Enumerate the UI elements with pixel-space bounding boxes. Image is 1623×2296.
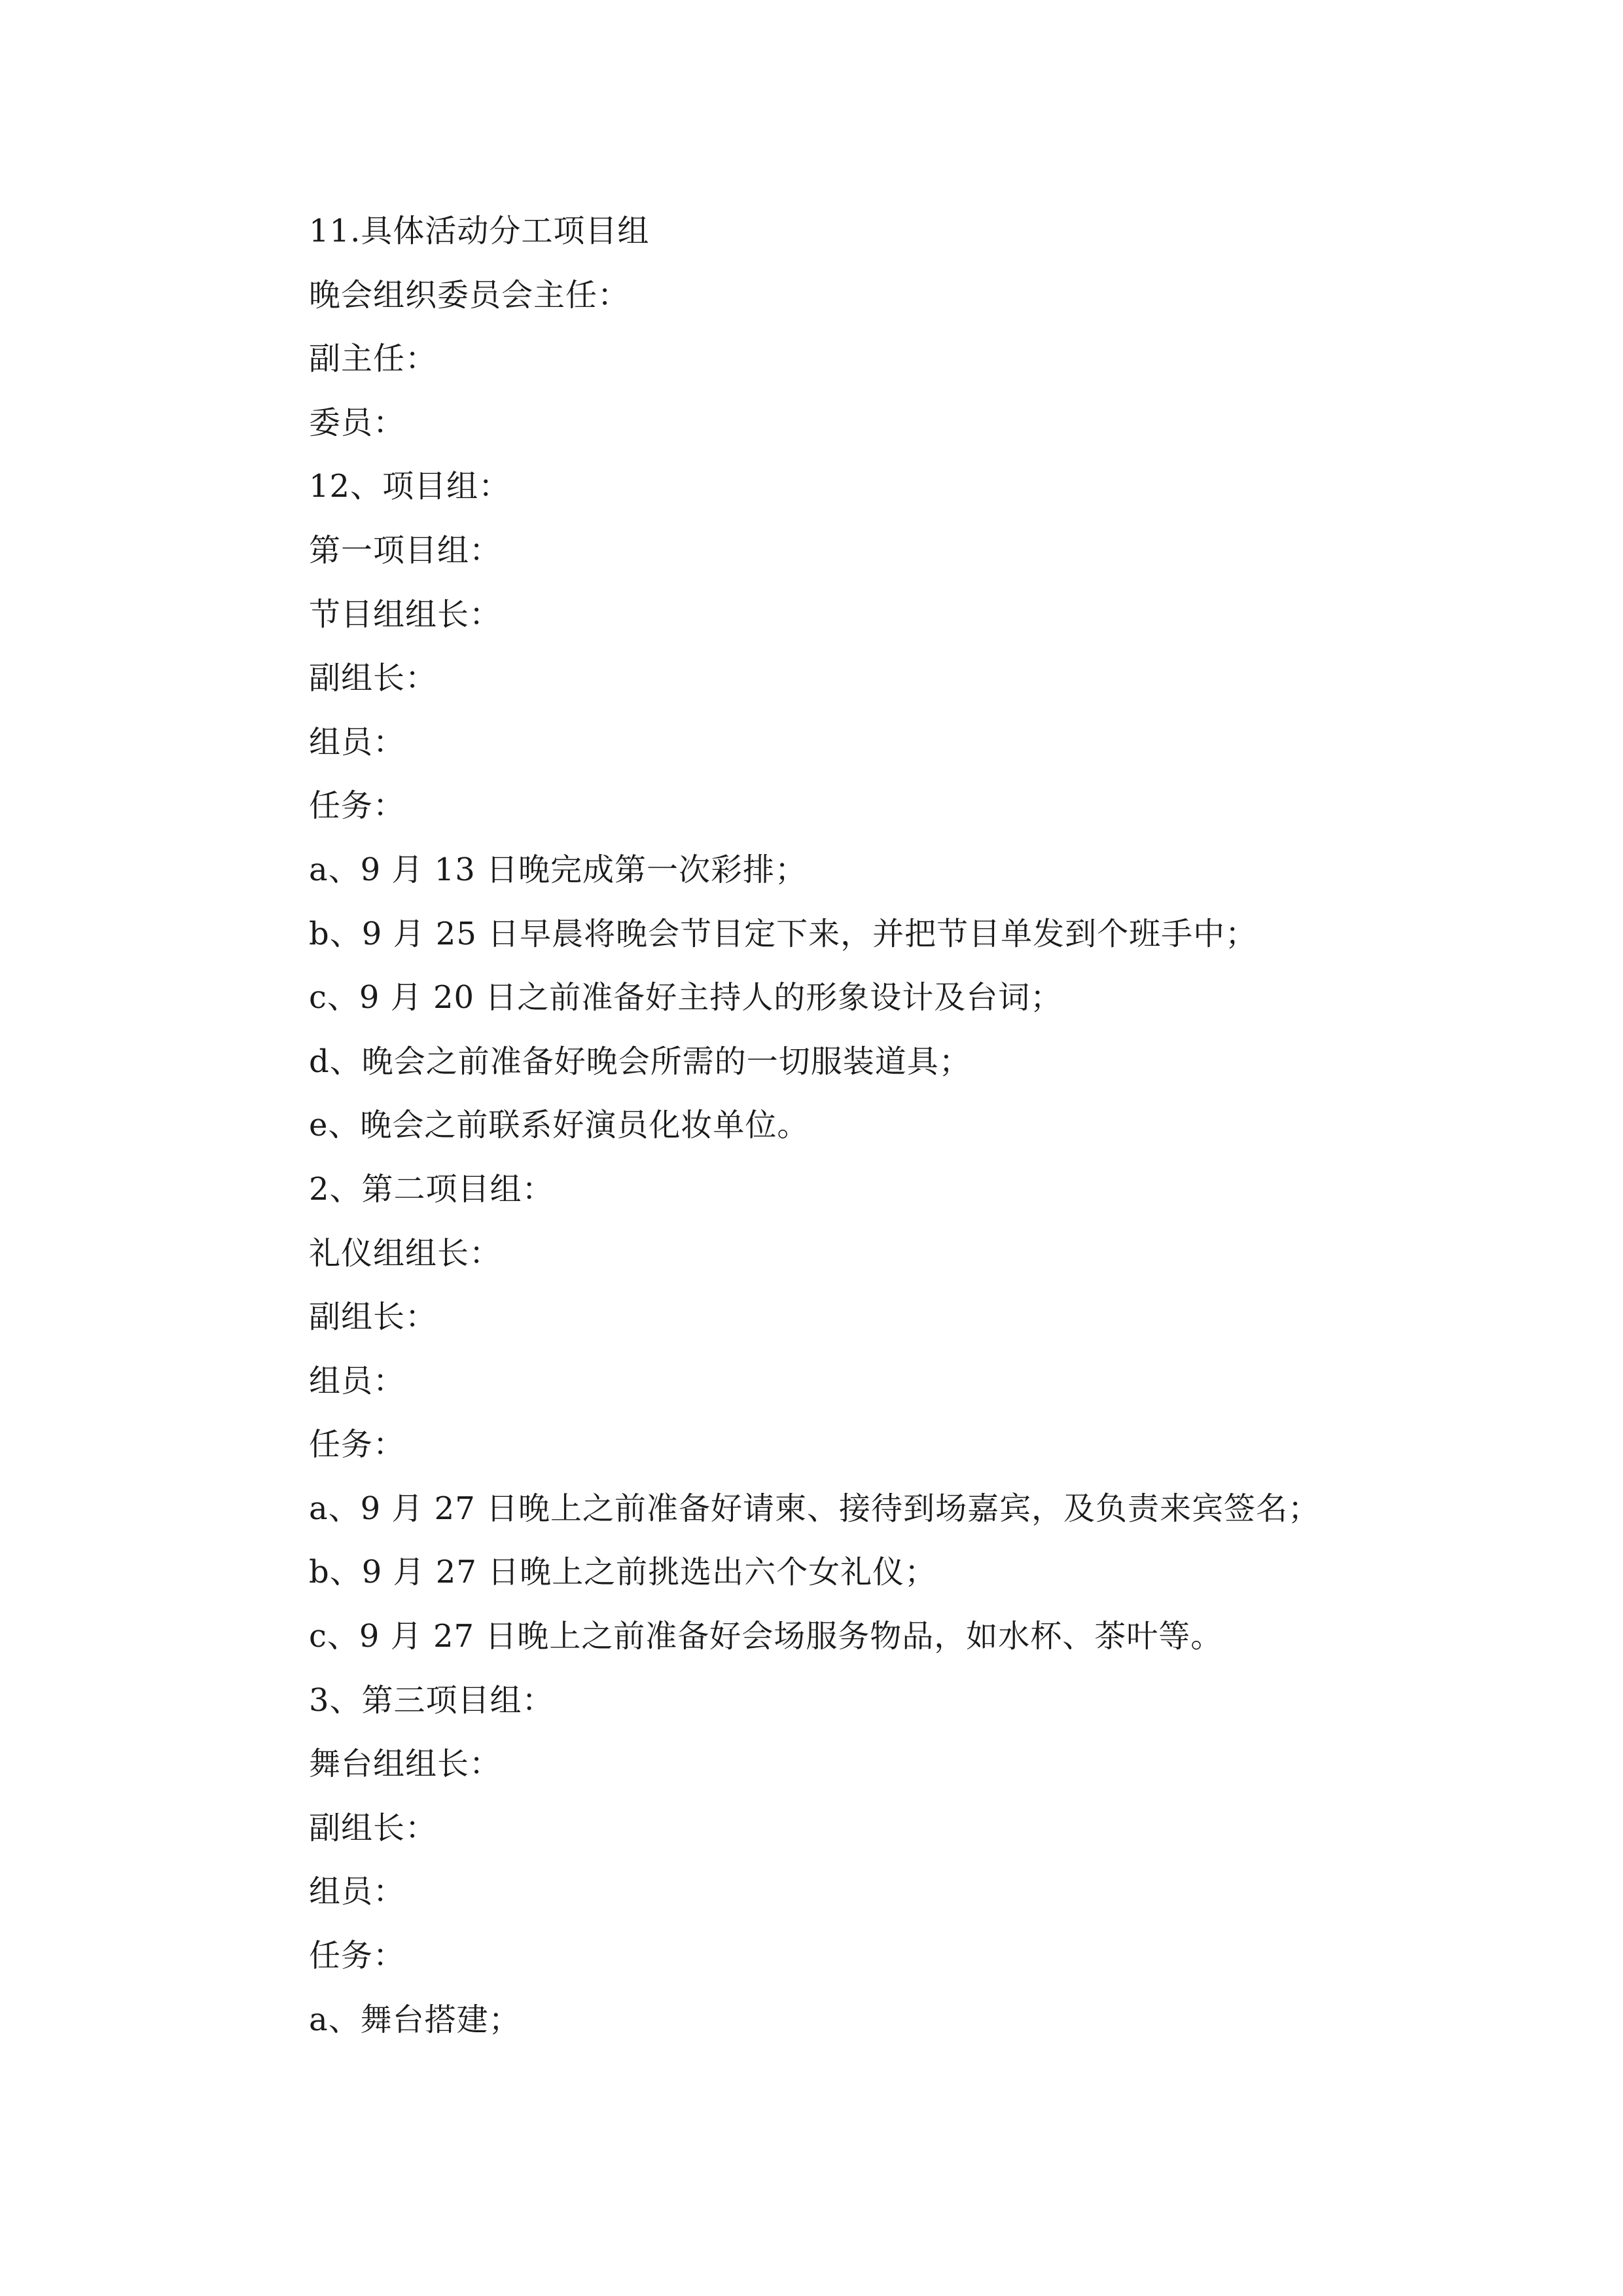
section-heading: 11.具体活动分工项目组 (309, 213, 650, 249)
task-item: b、9 月 25 日早晨将晚会节目定下来，并把节目单发到个班手中； (309, 915, 1258, 952)
section-heading: 12、项目组： (309, 468, 511, 505)
text-line: 副组长： (309, 660, 438, 697)
task-item: a、9 月 13 日晚完成第一次彩排； (309, 851, 808, 888)
text-line: 任务： (309, 1426, 406, 1463)
task-item: a、舞台搭建； (309, 2001, 521, 2038)
text-line: 礼仪组组长： (309, 1234, 502, 1272)
group-heading: 3、第三项目组： (309, 1681, 554, 1719)
task-item: c、9 月 20 日之前准备好主持人的形象设计及台词； (309, 979, 1063, 1016)
text-line: 组员： (309, 1873, 406, 1910)
text-line: 委员： (309, 404, 406, 441)
task-item: b、9 月 27 日晚上之前挑选出六个女礼仪； (309, 1554, 937, 1591)
document-body (309, 200, 1421, 2052)
text-line: 组员： (309, 723, 406, 761)
text-line: 副组长： (309, 1809, 438, 1846)
text-line: 组员： (309, 1362, 406, 1399)
text-line: 节目组组长： (309, 596, 502, 633)
task-item: d、晚会之前准备好晚会所需的一切服装道具； (309, 1043, 971, 1080)
text-line: 任务： (309, 787, 406, 825)
task-item: c、9 月 27 日晚上之前准备好会场服务物品，如水杯、茶叶等。 (309, 1618, 1223, 1655)
group-heading: 2、第二项目组： (309, 1170, 554, 1208)
task-item: e、晚会之前联系好演员化妆单位。 (309, 1107, 810, 1144)
text-line: 副组长： (309, 1299, 438, 1336)
group-heading: 第一项目组： (309, 531, 502, 569)
text-line: 任务： (309, 1937, 406, 1975)
text-line: 晚会组织委员会主任： (309, 276, 630, 314)
task-item: a、9 月 27 日晚上之前准备好请柬、接待到场嘉宾，及负责来宾签名； (309, 1490, 1321, 1527)
text-line: 副主任： (309, 340, 438, 378)
text-line: 舞台组组长： (309, 1746, 502, 1783)
